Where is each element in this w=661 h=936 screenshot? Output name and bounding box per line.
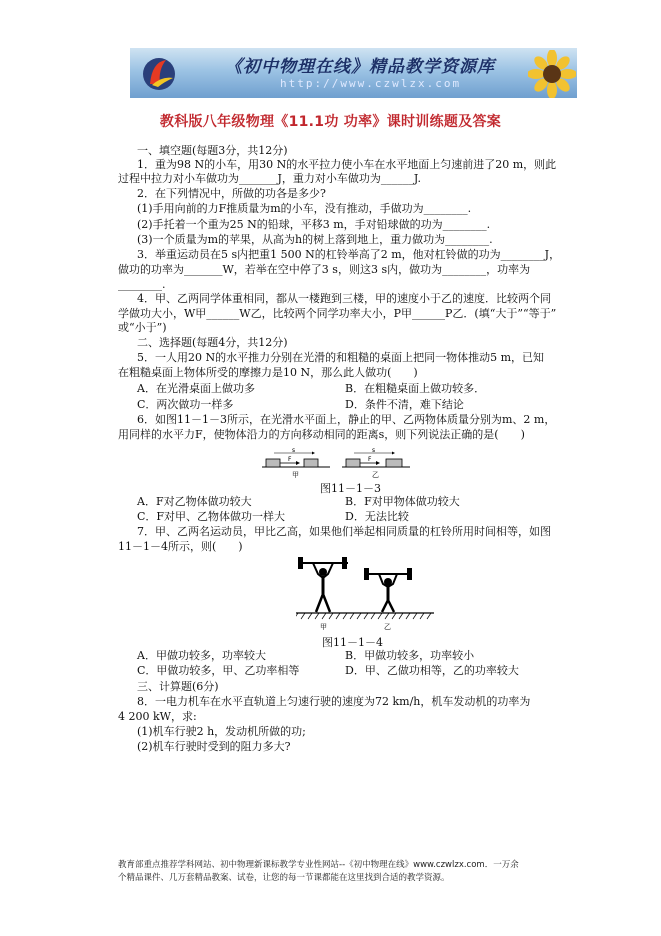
text-line: 7．甲、乙两名运动员，甲比乙高，如果他们举起相同质量的杠铃所用时间相等，如图 [137,525,551,538]
figure-caption: 图11－1－3 [320,482,381,495]
text-line: 11－1－4所示，则( ) [118,540,243,553]
diagram-yi [342,447,410,479]
text-line: ________. [118,278,166,291]
sunflower-icon [528,50,576,98]
option-b: B．F对甲物体做功较大 [345,495,460,508]
text-line: 8．一电力机车在水平直轨道上匀速行驶的速度为72 km/h，机车发动机的功率为 [137,695,531,708]
text-line: 学做功大小，W甲______W乙，比较两个同学功率大小，P甲______P乙．(填“大于”“等于” [118,307,557,320]
text-line: 做功的功率为_______W，若举在空中停了3 s，则这3 s内，做功为________，功率为 [118,263,531,276]
text-line: 5．一人用20 N的水平推力分别在光滑的和粗糙的桌面上把同一物体推动5 m，已知 [137,351,545,364]
text-line: (1)机车行驶2 h，发动机所做的功; [137,725,306,738]
option-a: A．在光滑桌面上做功多 [137,382,255,395]
force-label-yi: F [368,456,372,463]
athlete-jia [298,557,348,612]
site-banner [130,48,577,98]
site-title: 《初中物理在线》精品教学资源库 [225,57,495,77]
option-a: A．甲做功较多，功率较大 [137,649,266,662]
text-line: 用同样的水平力F，使物体沿力的方向移动相同的距离s，则下列说法正确的是( ) [118,428,525,441]
text-line: 6．如图11－1－3所示，在光滑水平面上，静止的甲、乙两物体质量分别为m、2 m， [137,413,556,426]
option-d: D．甲、乙做功相等，乙的功率较大 [345,664,519,677]
figure-caption: 图11－1－4 [322,636,383,649]
diagram-jia [262,447,330,479]
option-b: B．甲做功较多，功率较小 [345,649,475,662]
footer-line: 教育部重点推荐学科网站、初中物理新课标教学专业性网站--《初中物理在线》www.czwlzx.com．一万余 [118,860,519,870]
label-yi: 乙 [384,623,391,631]
section-heading: 三、计算题(6分) [137,680,219,693]
section-heading: 二、选择题(每题4分，共12分) [137,336,288,349]
option-c: C．F对甲、乙物体做功一样大 [137,510,286,523]
label-yi: 乙 [372,471,379,479]
site-logo-icon [140,54,178,92]
label-jia: 甲 [320,623,327,631]
footer-line: 个精品课件、几万套精品教案、试卷，让您的每一节课都能在这里找到合适的教学资源。 [118,873,450,883]
text-line: (1)手用向前的力F推质量为m的小车，没有推动，手做功为________. [137,202,472,215]
text-line: 3．举重运动员在5 s内把重1 500 N的杠铃举高了2 m，他对杠铃做的功为________J， [137,248,561,261]
text-line: 2．在下列情况中，所做的功各是多少? [137,187,326,200]
text-line: 过程中拉力对小车做功为_______J，重力对小车做功为______J. [118,172,421,185]
text-line: 4 200 kW，求: [118,710,197,723]
option-d: D．条件不清，难下结论 [345,398,464,411]
option-d: D．无法比较 [345,510,409,523]
page-footer [118,859,568,885]
ground [296,613,434,619]
option-c: C．甲做功较多，甲、乙功率相等 [137,664,300,677]
text-line: 在粗糙桌面上物体所受的摩擦力是10 N，那么此人做功( ) [118,366,418,379]
site-url: http://www.czwlzx.com [280,77,462,90]
distance-label-jia: s [292,447,296,454]
section-heading: 一、填空题(每题3分，共12分) [137,144,288,157]
athlete-yi [364,568,412,612]
text-line: (3)一个质量为m的苹果，从高为h的树上落到地上，重力做功为________. [137,233,493,246]
option-a: A．F对乙物体做功较大 [137,495,252,508]
option-b: B．在粗糙桌面上做功较多． [345,382,486,395]
label-jia: 甲 [292,471,299,479]
figure-11-1-4 [296,556,436,631]
text-line: (2)手托着一个重为25 N的铅球，平移3 m，手对铅球做的功为________. [137,218,491,231]
document-title: 教科版八年级物理《11.1功 功率》课时训练题及答案 [159,114,502,130]
distance-label-yi: s [372,447,376,454]
text-line: 或“小于”) [118,321,167,334]
text-line: (2)机车行驶时受到的阻力多大? [137,740,291,753]
text-line: 4．甲、乙两同学体重相同，都从一楼跑到三楼，甲的速度小于乙的速度．比较两个同 [137,292,551,305]
figure-11-1-3 [262,447,412,479]
text-line: 1．重为98 N的小车，用30 N的水平拉力使小车在水平地面上匀速前进了20 m，则此 [137,158,557,171]
option-c: C．两次做功一样多 [137,398,234,411]
force-label-jia: F [288,456,292,463]
